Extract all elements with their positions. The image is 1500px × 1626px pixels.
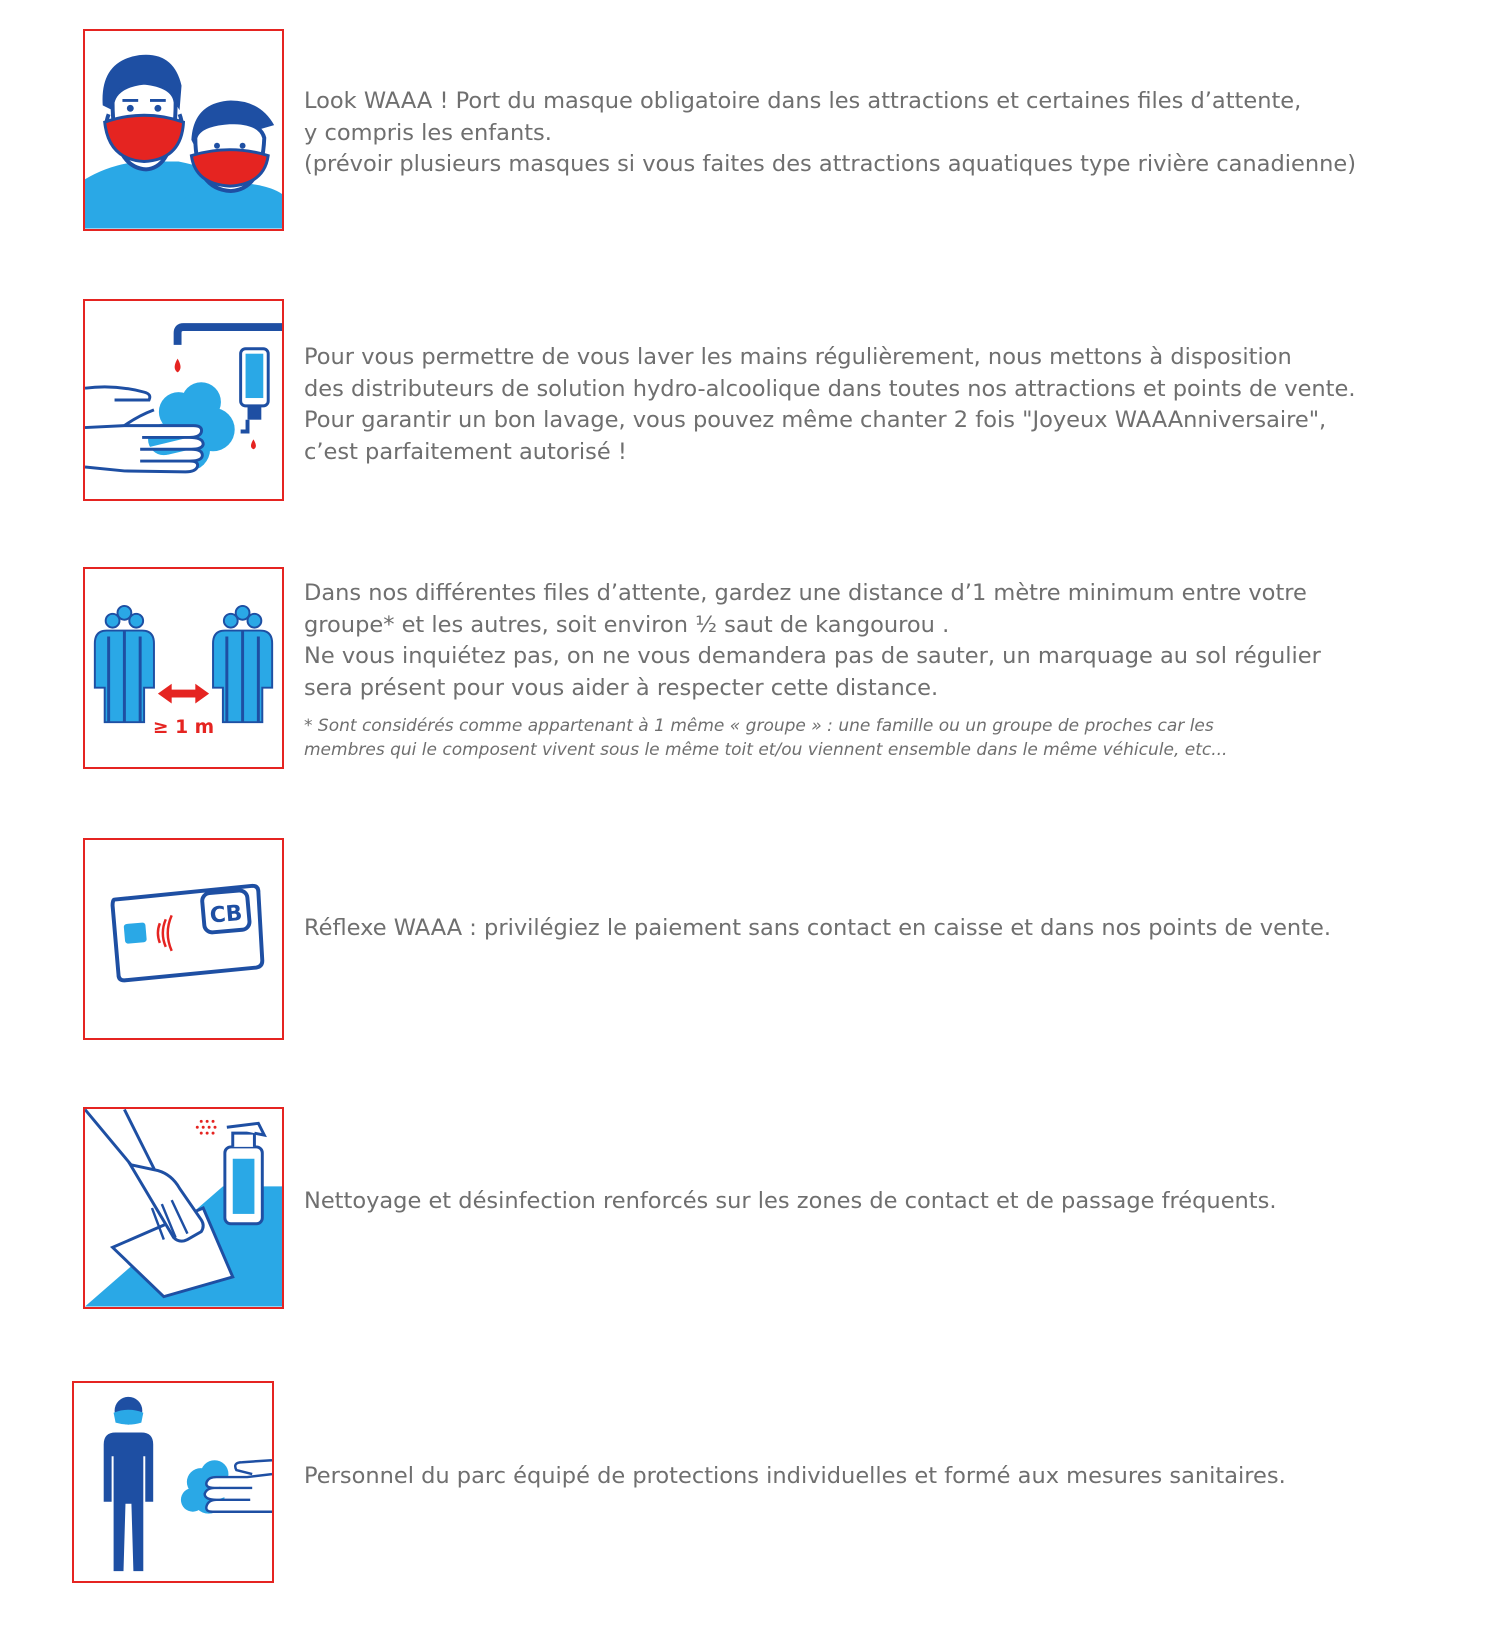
- footnote-line: membres qui le composent vivent sous le même toit et/ou viennent ensemble dans le même véhicule, etc...: [304, 740, 1228, 760]
- item-5-text: [304, 1186, 1277, 1218]
- card-cb-label: CB: [208, 900, 244, 929]
- surface-cleaning-icon: [85, 1109, 282, 1307]
- social-distance-icon: [85, 569, 282, 767]
- contactless-card-card: [83, 838, 284, 1040]
- surface-cleaning-card: [83, 1107, 284, 1309]
- item-1-line: y compris les enfants.: [304, 119, 552, 146]
- item-6-line: Personnel du parc équipé de protections individuelles et formé aux mesures sanitaires.: [304, 1463, 1286, 1489]
- social-distance-card: [83, 567, 284, 769]
- item-3-line: groupe* et les autres, soit environ ½ saut de kangourou .: [304, 611, 950, 638]
- item-2-line: c’est parfaitement autorisé !: [304, 438, 627, 465]
- item-3-line: Dans nos différentes files d’attente, gardez une distance d’1 mètre minimum entre votre: [304, 580, 1307, 606]
- footnote-line: * Sont considérés comme appartenant à 1 même « groupe » : une famille ou un groupe de proches car les: [304, 716, 1214, 736]
- staff-protection-icon: [74, 1383, 272, 1581]
- item-4-text: [304, 913, 1331, 945]
- item-2-line: Pour vous permettre de vous laver les mains régulièrement, nous mettons à disposition: [304, 344, 1292, 370]
- staff-protection-card: [72, 1381, 274, 1583]
- item-3-line: Ne vous inquiétez pas, on ne vous demandera pas de sauter, un marquage au sol régulier: [304, 643, 1321, 669]
- distance-label: ≥ 1 m: [152, 717, 215, 739]
- item-3-footnote: [304, 714, 1227, 762]
- item-2-line: des distributeurs de solution hydro-alcoolique dans toutes nos attractions et points de vente.: [304, 375, 1356, 402]
- item-2-line: Pour garantir un bon lavage, vous pouvez même chanter 2 fois "Joyeux WAAAnniversaire",: [304, 407, 1327, 433]
- item-1-line: (prévoir plusieurs masques si vous faites des attractions aquatiques type rivière canadienne): [304, 151, 1356, 177]
- item-1-text: [304, 86, 1356, 181]
- hand-washing-icon: [85, 301, 282, 499]
- mask-family-card: [83, 29, 284, 231]
- item-3-text: [304, 578, 1321, 704]
- item-5-line: Nettoyage et désinfection renforcés sur les zones de contact et de passage fréquents.: [304, 1188, 1277, 1214]
- item-3-line: sera présent pour vous aider à respecter cette distance.: [304, 674, 939, 701]
- item-2-text: [304, 342, 1356, 468]
- item-4-line: Réflexe WAAA : privilégiez le paiement sans contact en caisse et dans nos points de vente.: [304, 915, 1332, 941]
- item-1-line: Look WAAA ! Port du masque obligatoire dans les attractions et certaines files d’attente,: [304, 88, 1302, 114]
- item-6-text: [304, 1461, 1286, 1493]
- hand-washing-card: [83, 299, 284, 501]
- mask-family-icon: [85, 31, 282, 229]
- contactless-card-icon: [85, 840, 282, 1038]
